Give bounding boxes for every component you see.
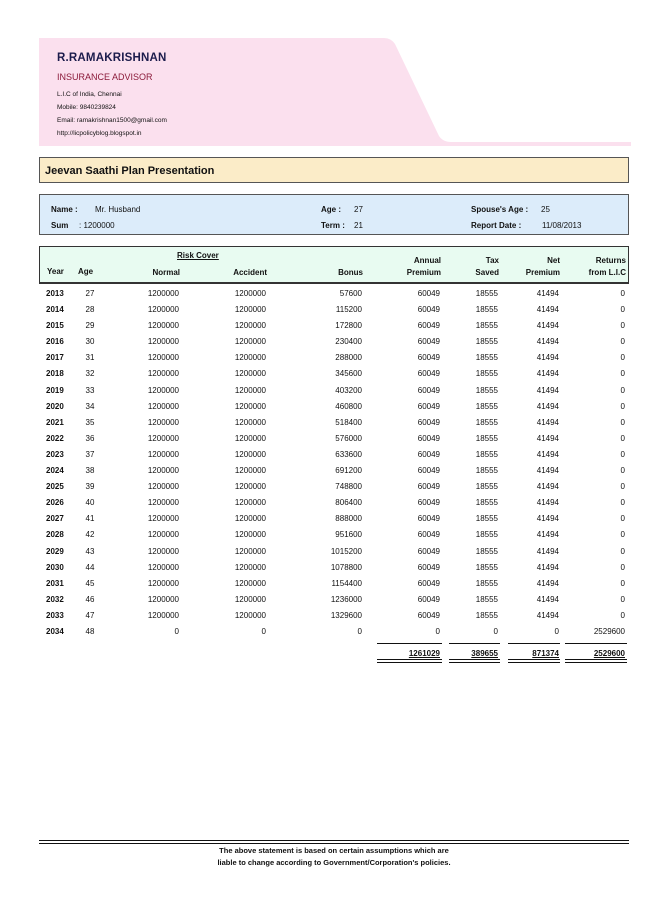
table-row — [39, 466, 629, 482]
table-row — [39, 402, 629, 418]
report-date-value: 11/08/2013 — [542, 221, 582, 230]
returns-cell: 0 — [620, 433, 625, 443]
returns-header-line1: Returns — [595, 256, 626, 265]
table-row — [39, 450, 629, 466]
net-premium-cell: 41494 — [536, 610, 559, 620]
year-cell: 2034 — [46, 626, 64, 636]
client-info-box — [39, 194, 629, 235]
tax-saved-cell: 0 — [493, 626, 498, 636]
normal-cover-cell: 1200000 — [147, 353, 179, 363]
annual-premium-cell: 0 — [435, 626, 440, 636]
net-premium-cell: 41494 — [536, 498, 559, 508]
age-cell: 27 — [85, 289, 95, 298]
bonus-cell: 0 — [357, 626, 362, 636]
advisor-mobile: Mobile: 9840239824 — [57, 104, 116, 111]
net-premium-cell: 41494 — [536, 466, 559, 476]
normal-cover-cell: 1200000 — [147, 514, 179, 524]
normal-cover-cell: 1200000 — [147, 546, 179, 556]
table-row — [39, 627, 629, 643]
bonus-cell: 345600 — [335, 369, 362, 379]
net-premium-cell: 41494 — [536, 482, 559, 492]
year-cell: 2018 — [46, 369, 64, 379]
tax-saved-cell: 18555 — [475, 449, 498, 459]
bonus-cell: 1236000 — [330, 594, 362, 604]
annual-premium-cell: 60049 — [417, 433, 440, 443]
tax-saved-cell: 18555 — [475, 385, 498, 395]
advisor-card — [57, 52, 167, 140]
tax-saved-cell: 18555 — [475, 321, 498, 331]
net-premium-cell: 41494 — [536, 305, 559, 315]
year-cell: 2017 — [46, 353, 64, 363]
accident-cover-cell: 1200000 — [234, 369, 266, 379]
age-cell: 39 — [85, 482, 95, 492]
returns-cell: 0 — [620, 385, 625, 395]
net-premium-cell: 41494 — [536, 530, 559, 540]
bonus-cell: 230400 — [335, 337, 362, 347]
advisor-org: L.I.C of India, Chennai — [57, 91, 122, 98]
tax-saved-cell: 18555 — [475, 417, 498, 427]
annual-premium-cell: 60049 — [417, 546, 440, 556]
age-cell: 37 — [85, 449, 95, 459]
name-label: Name : — [51, 205, 78, 214]
net-premium-cell: 41494 — [536, 449, 559, 459]
advisor-title: INSURANCE ADVISOR — [57, 72, 153, 82]
normal-cover-cell: 1200000 — [147, 337, 179, 347]
annual-premium-cell: 60049 — [417, 498, 440, 508]
total-returns: 2529600 — [593, 649, 625, 658]
net-premium-cell: 0 — [554, 626, 559, 636]
footer-line-2: liable to change according to Government/Corporation's policies. — [217, 858, 451, 867]
accident-cover-cell: 1200000 — [234, 289, 266, 298]
bonus-cell: 403200 — [335, 385, 362, 395]
accident-cover-cell: 1200000 — [234, 546, 266, 556]
accident-cover-cell: 1200000 — [234, 466, 266, 476]
net-premium-cell: 41494 — [536, 546, 559, 556]
bonus-cell: 806400 — [335, 498, 362, 508]
returns-cell: 0 — [620, 417, 625, 427]
net-premium-cell: 41494 — [536, 433, 559, 443]
year-cell: 2013 — [46, 289, 64, 298]
plan-title-bar — [39, 157, 629, 183]
bonus-cell: 748800 — [335, 482, 362, 492]
advisor-email: Email: ramakrishnan1500@gmail.com — [57, 117, 167, 124]
table-row — [39, 579, 629, 595]
normal-cover-cell: 1200000 — [147, 466, 179, 476]
normal-cover-cell: 1200000 — [147, 385, 179, 395]
tax-saved-cell: 18555 — [475, 433, 498, 443]
bonus-cell: 576000 — [335, 433, 362, 443]
year-cell: 2027 — [46, 514, 64, 524]
accident-cover-cell: 1200000 — [234, 594, 266, 604]
advisor-website: http://licpolicyblog.blogspot.in — [57, 130, 142, 137]
returns-cell: 0 — [620, 498, 625, 508]
total-tax-saved: 389655 — [471, 649, 498, 658]
annual-premium-cell: 60049 — [417, 449, 440, 459]
returns-cell: 0 — [620, 289, 625, 298]
tax-saved-cell: 18555 — [475, 337, 498, 347]
total-separator-tax — [449, 643, 500, 644]
year-cell: 2021 — [46, 417, 64, 427]
annual-header-line2: Premium — [406, 268, 441, 277]
age-cell: 46 — [85, 594, 95, 604]
annual-premium-cell: 60049 — [417, 353, 440, 363]
annual-header-line1: Annual — [413, 256, 441, 265]
table-row — [39, 353, 629, 369]
returns-cell: 0 — [620, 530, 625, 540]
bonus-cell: 951600 — [335, 530, 362, 540]
returns-cell: 0 — [620, 466, 625, 476]
total-separator-returns — [565, 643, 627, 644]
net-header-line1: Net — [547, 256, 560, 265]
accident-cover-cell: 1200000 — [234, 321, 266, 331]
tax-saved-cell: 18555 — [475, 401, 498, 411]
table-row — [39, 611, 629, 627]
normal-cover-cell: 1200000 — [147, 562, 179, 572]
normal-cover-cell: 1200000 — [147, 401, 179, 411]
table-header — [39, 246, 629, 284]
total-underline-returns — [565, 659, 627, 663]
annual-premium-cell: 60049 — [417, 530, 440, 540]
annual-premium-cell: 60049 — [417, 289, 440, 298]
table-row — [39, 498, 629, 514]
year-cell: 2028 — [46, 530, 64, 540]
net-premium-cell: 41494 — [536, 385, 559, 395]
year-cell: 2033 — [46, 610, 64, 620]
table-row — [39, 369, 629, 385]
accident-header: Accident — [233, 268, 267, 277]
age-cell: 47 — [85, 610, 95, 620]
returns-cell: 0 — [620, 401, 625, 411]
total-annual-premium: 1261029 — [408, 649, 440, 658]
year-cell: 2026 — [46, 498, 64, 508]
year-cell: 2020 — [46, 401, 64, 411]
age-cell: 42 — [85, 530, 95, 540]
spouse-age-label: Spouse's Age : — [471, 205, 529, 214]
normal-header: Normal — [152, 268, 180, 277]
normal-cover-cell: 1200000 — [147, 321, 179, 331]
accident-cover-cell: 1200000 — [234, 578, 266, 588]
bonus-cell: 1015200 — [330, 546, 362, 556]
annual-premium-cell: 60049 — [417, 514, 440, 524]
table-body — [39, 289, 629, 643]
bonus-cell: 1329600 — [330, 610, 362, 620]
returns-cell: 0 — [620, 449, 625, 459]
bonus-cell: 1154400 — [331, 578, 362, 588]
year-cell: 2029 — [46, 546, 64, 556]
net-header-line2: Premium — [525, 268, 560, 277]
table-row — [39, 418, 629, 434]
year-cell: 2019 — [46, 385, 64, 395]
age-cell: 35 — [85, 417, 95, 427]
accident-cover-cell: 1200000 — [234, 562, 266, 572]
returns-cell: 0 — [620, 482, 625, 492]
age-cell: 48 — [85, 626, 95, 636]
table-row — [39, 337, 629, 353]
table-row — [39, 595, 629, 611]
tax-saved-cell: 18555 — [475, 546, 498, 556]
normal-cover-cell: 1200000 — [147, 578, 179, 588]
net-premium-cell: 41494 — [536, 401, 559, 411]
normal-cover-cell: 1200000 — [147, 594, 179, 604]
tax-saved-cell: 18555 — [475, 369, 498, 379]
tax-saved-cell: 18555 — [475, 594, 498, 604]
annual-premium-cell: 60049 — [417, 594, 440, 604]
year-cell: 2016 — [46, 337, 64, 347]
report-date-label: Report Date : — [471, 221, 522, 230]
table-row — [39, 563, 629, 579]
accident-cover-cell: 1200000 — [234, 610, 266, 620]
accident-cover-cell: 1200000 — [234, 482, 266, 492]
returns-cell: 0 — [620, 305, 625, 315]
normal-cover-cell: 1200000 — [147, 369, 179, 379]
tax-header-line1: Tax — [485, 256, 499, 265]
tax-header-line2: Saved — [475, 268, 499, 277]
tax-saved-cell: 18555 — [475, 578, 498, 588]
net-premium-cell: 41494 — [536, 321, 559, 331]
table-row — [39, 321, 629, 337]
accident-cover-cell: 1200000 — [234, 353, 266, 363]
year-cell: 2030 — [46, 562, 64, 572]
normal-cover-cell: 0 — [174, 626, 179, 636]
normal-cover-cell: 1200000 — [147, 482, 179, 492]
annual-premium-cell: 60049 — [417, 578, 440, 588]
normal-cover-cell: 1200000 — [147, 530, 179, 540]
annual-premium-cell: 60049 — [417, 401, 440, 411]
normal-cover-cell: 1200000 — [147, 289, 179, 298]
year-cell: 2015 — [46, 321, 64, 331]
age-cell: 43 — [85, 546, 95, 556]
footer-line-1: The above statement is based on certain assumptions which are — [219, 846, 449, 855]
age-cell: 32 — [85, 369, 95, 379]
annual-premium-cell: 60049 — [417, 417, 440, 427]
advisor-contact — [57, 88, 167, 140]
annual-premium-cell: 60049 — [417, 337, 440, 347]
term-value: 21 — [354, 221, 363, 230]
sum-label: Sum — [51, 221, 69, 230]
age-cell: 31 — [85, 353, 95, 363]
annual-premium-cell: 60049 — [417, 369, 440, 379]
year-cell: 2031 — [46, 578, 64, 588]
year-cell: 2023 — [46, 449, 64, 459]
annual-premium-cell: 60049 — [417, 305, 440, 315]
total-underline-annual — [377, 659, 442, 663]
table-row — [39, 547, 629, 563]
bonus-cell: 518400 — [335, 417, 362, 427]
table-row — [39, 514, 629, 530]
bonus-cell: 172800 — [335, 321, 362, 331]
age-value: 27 — [354, 205, 363, 214]
net-premium-cell: 41494 — [536, 514, 559, 524]
accident-cover-cell: 1200000 — [234, 337, 266, 347]
year-cell: 2022 — [46, 433, 64, 443]
bonus-cell: 691200 — [335, 466, 362, 476]
age-cell: 28 — [85, 305, 95, 315]
bonus-cell: 460800 — [335, 401, 362, 411]
age-cell: 40 — [85, 498, 95, 508]
table-row — [39, 289, 629, 305]
age-cell: 44 — [85, 562, 95, 572]
year-cell: 2014 — [46, 305, 64, 315]
normal-cover-cell: 1200000 — [147, 417, 179, 427]
bonus-cell: 888000 — [335, 514, 362, 524]
age-cell: 29 — [85, 321, 95, 331]
returns-cell: 0 — [620, 610, 625, 620]
bonus-cell: 57600 — [339, 289, 362, 298]
net-premium-cell: 41494 — [536, 417, 559, 427]
annual-premium-cell: 60049 — [417, 610, 440, 620]
footer-disclaimer — [39, 845, 629, 869]
accident-cover-cell: 1200000 — [234, 305, 266, 315]
tax-saved-cell: 18555 — [475, 353, 498, 363]
footer-rule — [39, 840, 629, 844]
normal-cover-cell: 1200000 — [147, 498, 179, 508]
year-cell: 2025 — [46, 482, 64, 492]
returns-cell: 0 — [620, 514, 625, 524]
bonus-cell: 115200 — [335, 305, 362, 315]
normal-cover-cell: 1200000 — [147, 610, 179, 620]
returns-cell: 0 — [620, 594, 625, 604]
year-cell: 2024 — [46, 466, 64, 476]
normal-cover-cell: 1200000 — [147, 433, 179, 443]
accident-cover-cell: 0 — [261, 626, 266, 636]
normal-cover-cell: 1200000 — [147, 305, 179, 315]
annual-premium-cell: 60049 — [417, 562, 440, 572]
tax-saved-cell: 18555 — [475, 514, 498, 524]
net-premium-cell: 41494 — [536, 337, 559, 347]
accident-cover-cell: 1200000 — [234, 385, 266, 395]
returns-cell: 0 — [620, 578, 625, 588]
table-row — [39, 530, 629, 546]
accident-cover-cell: 1200000 — [234, 514, 266, 524]
returns-cell: 0 — [620, 369, 625, 379]
age-cell: 41 — [85, 514, 95, 524]
tax-saved-cell: 18555 — [475, 498, 498, 508]
total-separator-annual — [377, 643, 442, 644]
bonus-header: Bonus — [338, 268, 363, 277]
accident-cover-cell: 1200000 — [234, 417, 266, 427]
age-cell: 38 — [85, 466, 95, 476]
name-value: Mr. Husband — [95, 205, 141, 214]
net-premium-cell: 41494 — [536, 289, 559, 298]
year-header: Year — [47, 267, 64, 276]
normal-cover-cell: 1200000 — [147, 449, 179, 459]
tax-saved-cell: 18555 — [475, 466, 498, 476]
spouse-age-value: 25 — [541, 205, 550, 214]
tax-saved-cell: 18555 — [475, 610, 498, 620]
accident-cover-cell: 1200000 — [234, 433, 266, 443]
accident-cover-cell: 1200000 — [234, 401, 266, 411]
net-premium-cell: 41494 — [536, 562, 559, 572]
term-label: Term : — [321, 221, 345, 230]
bonus-cell: 633600 — [335, 449, 362, 459]
age-cell: 36 — [85, 433, 95, 443]
age-cell: 33 — [85, 385, 95, 395]
net-premium-cell: 41494 — [536, 594, 559, 604]
year-cell: 2032 — [46, 594, 64, 604]
annual-premium-cell: 60049 — [417, 466, 440, 476]
bonus-cell: 288000 — [335, 353, 362, 363]
table-row — [39, 305, 629, 321]
accident-cover-cell: 1200000 — [234, 530, 266, 540]
plan-title: Jeevan Saathi Plan Presentation — [45, 165, 215, 177]
net-premium-cell: 41494 — [536, 578, 559, 588]
accident-cover-cell: 1200000 — [234, 449, 266, 459]
returns-header-line2: from L.I.C — [588, 268, 626, 277]
annual-premium-cell: 60049 — [417, 385, 440, 395]
advisor-name: R.RAMAKRISHNAN — [57, 52, 167, 64]
annual-premium-cell: 60049 — [417, 482, 440, 492]
age-header: Age — [78, 267, 94, 276]
bonus-cell: 1078800 — [330, 562, 362, 572]
tax-saved-cell: 18555 — [475, 482, 498, 492]
total-underline-tax — [449, 659, 500, 663]
table-row — [39, 482, 629, 498]
returns-cell: 0 — [620, 562, 625, 572]
total-underline-net — [508, 659, 560, 663]
age-cell: 30 — [85, 337, 95, 347]
age-cell: 45 — [85, 578, 95, 588]
tax-saved-cell: 18555 — [475, 305, 498, 315]
sum-value: : 1200000 — [79, 221, 115, 230]
net-premium-cell: 41494 — [536, 353, 559, 363]
total-separator-net — [508, 643, 560, 644]
table-row — [39, 386, 629, 402]
annual-premium-cell: 60049 — [417, 321, 440, 331]
age-cell: 34 — [85, 401, 95, 411]
returns-cell: 2529600 — [593, 626, 625, 636]
net-premium-cell: 41494 — [536, 369, 559, 379]
table-row — [39, 434, 629, 450]
returns-cell: 0 — [620, 337, 625, 347]
returns-cell: 0 — [620, 353, 625, 363]
returns-cell: 0 — [620, 321, 625, 331]
risk-cover-header: Risk Cover — [177, 251, 219, 260]
accident-cover-cell: 1200000 — [234, 498, 266, 508]
total-net-premium: 871374 — [532, 649, 559, 658]
tax-saved-cell: 18555 — [475, 562, 498, 572]
age-label: Age : — [321, 205, 341, 214]
tax-saved-cell: 18555 — [475, 289, 498, 298]
tax-saved-cell: 18555 — [475, 530, 498, 540]
returns-cell: 0 — [620, 546, 625, 556]
